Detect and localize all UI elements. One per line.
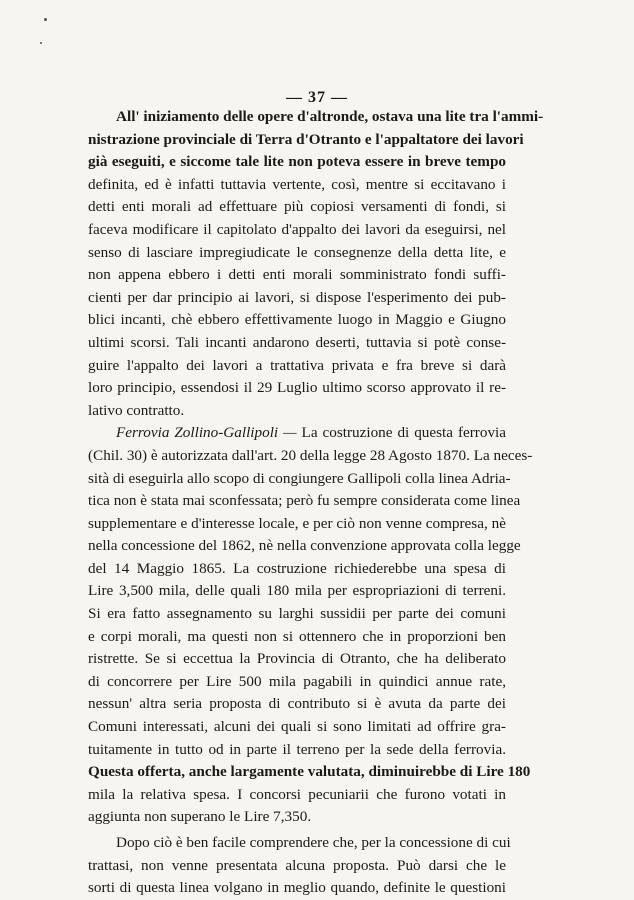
text-line: nistrazione provinciale di Terra d'Otranto e l'appaltatore dei lavori xyxy=(88,130,524,148)
text-line xyxy=(88,422,506,445)
text-line: faceva modificare il capitolato d'appalto dei lavori da eseguirsi, nel xyxy=(88,220,506,238)
page-number: — 37 — xyxy=(286,89,348,106)
text-line: detti enti morali ad effettuare più copiosi versamenti di fondi, si xyxy=(88,198,506,216)
text-line: mila la relativa spesa. I concorsi pecuniarii che furono votati in xyxy=(88,785,506,803)
page-speck xyxy=(40,42,42,44)
text-line: ristrette. Se si eccettua la Provincia di Otranto, che ha deliberato xyxy=(88,650,506,668)
text-line: sità di eseguirla allo scopo di congiungere Gallipoli colla linea Adria- xyxy=(88,469,511,487)
text-line: del 14 Maggio 1865. La costruzione richiederebbe una spesa di xyxy=(88,559,506,577)
page-speck xyxy=(44,18,47,21)
text-line: nessun' altra seria proposta di contributo si è avuta da parte dei xyxy=(88,695,506,713)
text-line: guire l'appalto dei lavori a trattativa privata e fra breve si darà xyxy=(88,356,506,374)
text-line: supplementare e d'interesse locale, e per ciò non venne compresa, nè xyxy=(88,514,506,532)
text-line: senso di lasciare impregiudicate le consegnenze della detta lite, e xyxy=(88,243,506,261)
text-line: Questa offerta, anche largamente valutata, diminuirebbe di Lire 180 xyxy=(88,763,531,781)
text-line: e corpi morali, ma questi non si ottennero che in proporzioni ben xyxy=(88,627,506,645)
body-text xyxy=(88,106,544,900)
text-line: Si era fatto assegnamento su larghi sussidii per parte dei comuni xyxy=(88,605,506,623)
paragraph-2 xyxy=(88,422,533,829)
text-line: tica non è stata mai sconfessata; però fu sempre considerata come linea xyxy=(88,492,521,510)
section-heading: Ferrovia Zollino-Gallipoli — xyxy=(116,424,297,442)
paragraph-3 xyxy=(88,832,511,900)
text-line: di concorrere per Lire 500 mila pagabili in quindici annue rate, xyxy=(88,672,506,690)
text-line: tuitamente in tutto od in parte il terreno per la sede della ferrovia. xyxy=(88,740,506,758)
text-line: non appena ebbero i detti enti morali somministrato fondi suffi- xyxy=(88,266,506,284)
text-line: già eseguiti, e siccome tale lite non poteva essere in breve tempo xyxy=(88,153,506,171)
text-line: definita, ed è infatti tuttavia vertente, così, mentre si eccitavano i xyxy=(88,175,506,193)
text-line: cienti per dar principio ai lavori, si dispose l'esperimento dei pub- xyxy=(88,288,506,306)
text-line: blici incanti, chè ebbero effettivamente luogo in Maggio e Giugno xyxy=(88,311,506,329)
text-line: ultimi scorsi. Tali incanti andarono deserti, tuttavia si potè conse- xyxy=(88,333,506,351)
text-line: loro principio, essendosi il 29 Luglio ultimo scorso approvato il re- xyxy=(88,379,506,397)
heading-continuation: La costruzione di questa ferrovia xyxy=(296,424,507,442)
text-line: sorti di questa linea volgano in meglio quando, definite le questioni xyxy=(88,879,506,897)
text-line: nella concessione del 1862, nè nella convenzione approvata colla legge xyxy=(88,537,521,555)
text-line: Dopo ciò è ben facile comprendere che, per la concessione di cui xyxy=(116,834,511,851)
text-line: trattasi, non venne presentata alcuna proposta. Può darsi che le xyxy=(88,856,506,874)
paragraph-1 xyxy=(88,106,544,422)
text-line: All' iniziamento delle opere d'altronde, ostava una lite tra l'ammi- xyxy=(116,108,544,125)
text-line: (Chil. 30) è autorizzata dall'art. 20 della legge 28 Agosto 1870. La neces- xyxy=(88,446,533,464)
text-line: Lire 3,500 mila, delle quali 180 mila per espropriazioni di terreni. xyxy=(88,582,506,600)
text-line: Comuni interessati, alcuni dei quali si sono limitati ad offrire gra- xyxy=(88,718,506,736)
text-line: aggiunta non superano le Lire 7,350. xyxy=(88,808,312,826)
text-line: lativo contratto. xyxy=(88,401,185,419)
